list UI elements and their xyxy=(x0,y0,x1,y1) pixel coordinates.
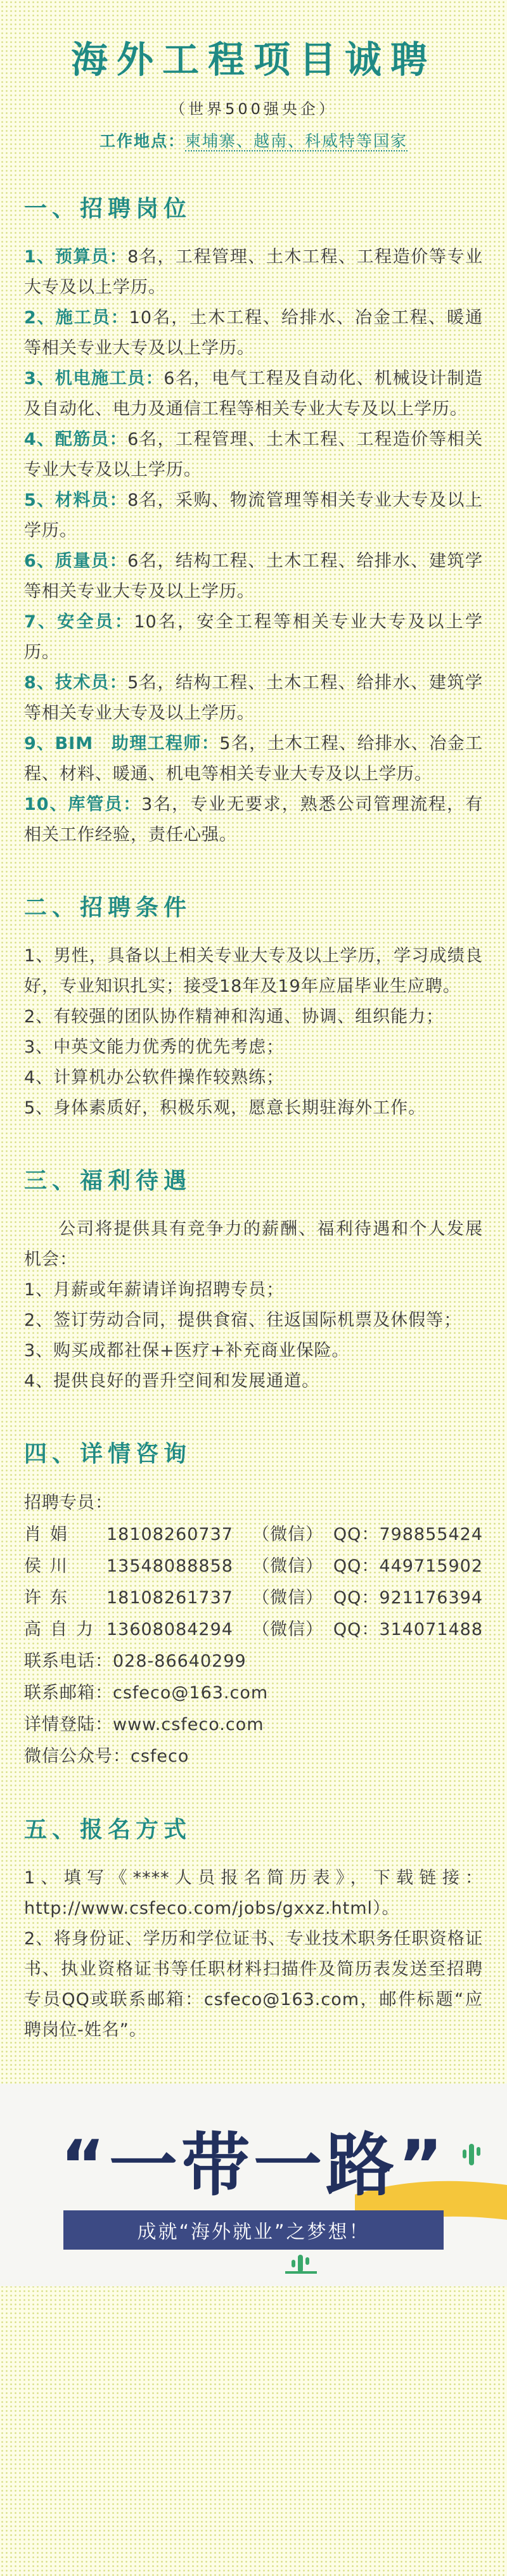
position-desc: 8名，采购、物流管理等相关专业大专及以上学历。 xyxy=(24,490,483,541)
position-desc: 6名，结构工程、土木工程、给排水、建筑学等相关专业大专及以上学历。 xyxy=(24,551,483,601)
recruiter-wechat-tag: （微信） xyxy=(252,1556,323,1576)
recruiter-row xyxy=(24,1551,483,1582)
position-role: 5、材料员： xyxy=(24,490,128,510)
position-desc: 5名，土木工程、给排水、冶金工程、材料、暖通、机电等相关专业大专及以上学历。 xyxy=(24,733,484,784)
work-location-value: 柬埔寨、越南、科威特等国家 xyxy=(185,131,408,150)
section-title-benefits: 三、福利待遇 xyxy=(24,1167,192,1194)
requirement-item: 2、有较强的团队协作精神和沟通、协调、组织能力； xyxy=(24,1006,444,1027)
benefits-intro: 公司将提供具有竞争力的薪酬、福利待遇和个人发展机会： xyxy=(24,1219,483,1269)
position-role: 7、安全员： xyxy=(24,612,134,632)
recruiter-qq: QQ：314071488 xyxy=(333,1619,483,1639)
recruiter-qq: QQ：798855424 xyxy=(333,1524,483,1544)
section-contact xyxy=(0,1436,507,1772)
benefits-list xyxy=(24,1275,483,1397)
recruiters-list xyxy=(24,1519,483,1646)
requirement-item: 1、男性，具备以上相关专业大专及以上学历，学习成绩良好，专业知识扎实；接受18年及19年应届毕业生应聘。 xyxy=(24,945,483,996)
position-role: 8、技术员： xyxy=(24,672,128,693)
section-title-requirements: 二、招聘条件 xyxy=(24,894,192,921)
position-role: 4、配筋员： xyxy=(24,429,128,449)
section-benefits xyxy=(0,1163,507,1397)
requirement-item: 3、中英文能力优秀的优先考虑； xyxy=(24,1037,285,1057)
position-desc: 3名，专业无要求，熟悉公司管理流程，有相关工作经验，责任心强。 xyxy=(24,794,483,845)
position-role: 10、库管员： xyxy=(24,794,142,814)
requirement-item: 4、计算机办公软件操作较熟练； xyxy=(24,1067,285,1087)
recruiter-row xyxy=(24,1519,483,1551)
position-item xyxy=(24,790,483,850)
position-desc: 10名，安全工程等相关专业大专及以上学历。 xyxy=(24,612,483,662)
page-subtitle: （世界500强央企） xyxy=(170,99,337,118)
benefit-item: 2、签订劳动合同，提供食宿、往返国际机票及休假等； xyxy=(24,1310,462,1330)
section-apply xyxy=(0,1812,507,2046)
benefit-item: 4、提供良好的晋升空间和发展通道。 xyxy=(24,1371,320,1391)
apply-list xyxy=(24,1863,483,2046)
position-role: 1、预算员： xyxy=(24,247,128,267)
position-item xyxy=(24,729,483,790)
recruiter-name: 侯川 xyxy=(24,1556,76,1576)
position-role: 3、机电施工员： xyxy=(24,368,164,388)
contact-website[interactable]: 详情登陆：www.csfeco.com xyxy=(24,1714,264,1734)
contact-wechat-account: 微信公众号：csfeco xyxy=(24,1746,189,1766)
recruiter-wechat-tag: （微信） xyxy=(252,1524,323,1544)
recruiter-phone: 13608084294 xyxy=(106,1619,233,1639)
requirements-list xyxy=(24,941,483,1124)
section-requirements xyxy=(0,890,507,1124)
section-title-positions: 一、招聘岗位 xyxy=(24,195,192,222)
banner-subtitle: 成就“海外就业”之梦想！ xyxy=(63,2210,444,2250)
position-desc: 6名，电气工程及自动化、机械设计制造及自动化、电力及通信工程等相关专业大专及以上学历。 xyxy=(24,368,483,419)
position-role: 9、BIM 助理工程师： xyxy=(24,733,220,753)
recruiter-phone: 18108261737 xyxy=(106,1587,233,1608)
position-desc: 8名，工程管理、土木工程、工程造价等专业大专及以上学历。 xyxy=(24,247,483,297)
position-item xyxy=(24,607,483,668)
recruiter-row xyxy=(24,1582,483,1614)
section-title-apply: 五、报名方式 xyxy=(24,1816,192,1843)
recruiter-wechat-tag: （微信） xyxy=(252,1587,323,1608)
position-role: 6、质量员： xyxy=(24,551,128,571)
section-positions xyxy=(0,191,507,850)
contact-email[interactable]: 联系邮箱：csfeco@163.com xyxy=(24,1682,269,1703)
recruiter-wechat-tag: （微信） xyxy=(252,1619,323,1639)
position-desc: 10名，土木工程、给排水、冶金工程、暖通等相关专业大专及以上学历。 xyxy=(24,307,483,358)
apply-item: 2、将身份证、学历和学位证书、专业技术职务任职资格证书、执业资格证书等任职材料扫描件及简历表发送至招聘专员QQ或联系邮箱：csfeco@163.com，邮件标题“应聘岗位-姓名”。 xyxy=(24,1928,483,2040)
work-location-label: 工作地点： xyxy=(99,131,185,150)
position-item xyxy=(24,303,483,364)
recruiter-name: 许东 xyxy=(24,1587,76,1608)
position-item xyxy=(24,485,483,546)
recruiter-qq: QQ：449715902 xyxy=(333,1556,483,1576)
recruiter-name: 高自力 xyxy=(24,1619,102,1639)
benefit-item: 1、月薪或年薪请详询招聘专员； xyxy=(24,1279,285,1300)
position-item xyxy=(24,668,483,729)
contact-phone: 联系电话：028-86640299 xyxy=(24,1651,247,1671)
recruiter-name: 肖娟 xyxy=(24,1524,76,1544)
apply-item: 1、填写《****人员报名简历表》，下载链接：http://www.csfeco.com/jobs/gxxz.html）。 xyxy=(24,1868,483,1918)
page-title: 海外工程项目诚聘 xyxy=(70,38,436,81)
recruiter-phone: 18108260737 xyxy=(106,1524,233,1544)
positions-list xyxy=(24,242,483,850)
poster-header xyxy=(0,0,507,151)
position-item xyxy=(24,364,483,425)
position-item xyxy=(24,546,483,607)
position-item xyxy=(24,425,483,485)
position-desc: 6名，工程管理、土木工程、工程造价等相关专业大专及以上学历。 xyxy=(24,429,483,480)
section-title-contact: 四、详情咨询 xyxy=(24,1440,192,1467)
work-location xyxy=(0,129,507,151)
recruiter-row xyxy=(24,1614,483,1646)
benefit-item: 3、购买成都社保+医疗+补充商业保险。 xyxy=(24,1340,350,1361)
recruiter-qq: QQ：921176394 xyxy=(333,1587,483,1608)
position-item xyxy=(24,242,483,303)
belt-road-banner xyxy=(0,2084,507,2286)
recruiter-phone: 13548088858 xyxy=(106,1556,233,1576)
position-role: 2、施工员： xyxy=(24,307,129,328)
footer-space xyxy=(0,2286,507,2546)
position-desc: 5名，结构工程、土木工程、给排水、建筑学等相关专业大专及以上学历。 xyxy=(24,672,483,723)
banner-title: “一带一路” xyxy=(60,2125,447,2205)
recruiters-label: 招聘专员： xyxy=(24,1492,113,1513)
requirement-item: 5、身体素质好，积极乐观，愿意长期驻海外工作。 xyxy=(24,1098,427,1118)
